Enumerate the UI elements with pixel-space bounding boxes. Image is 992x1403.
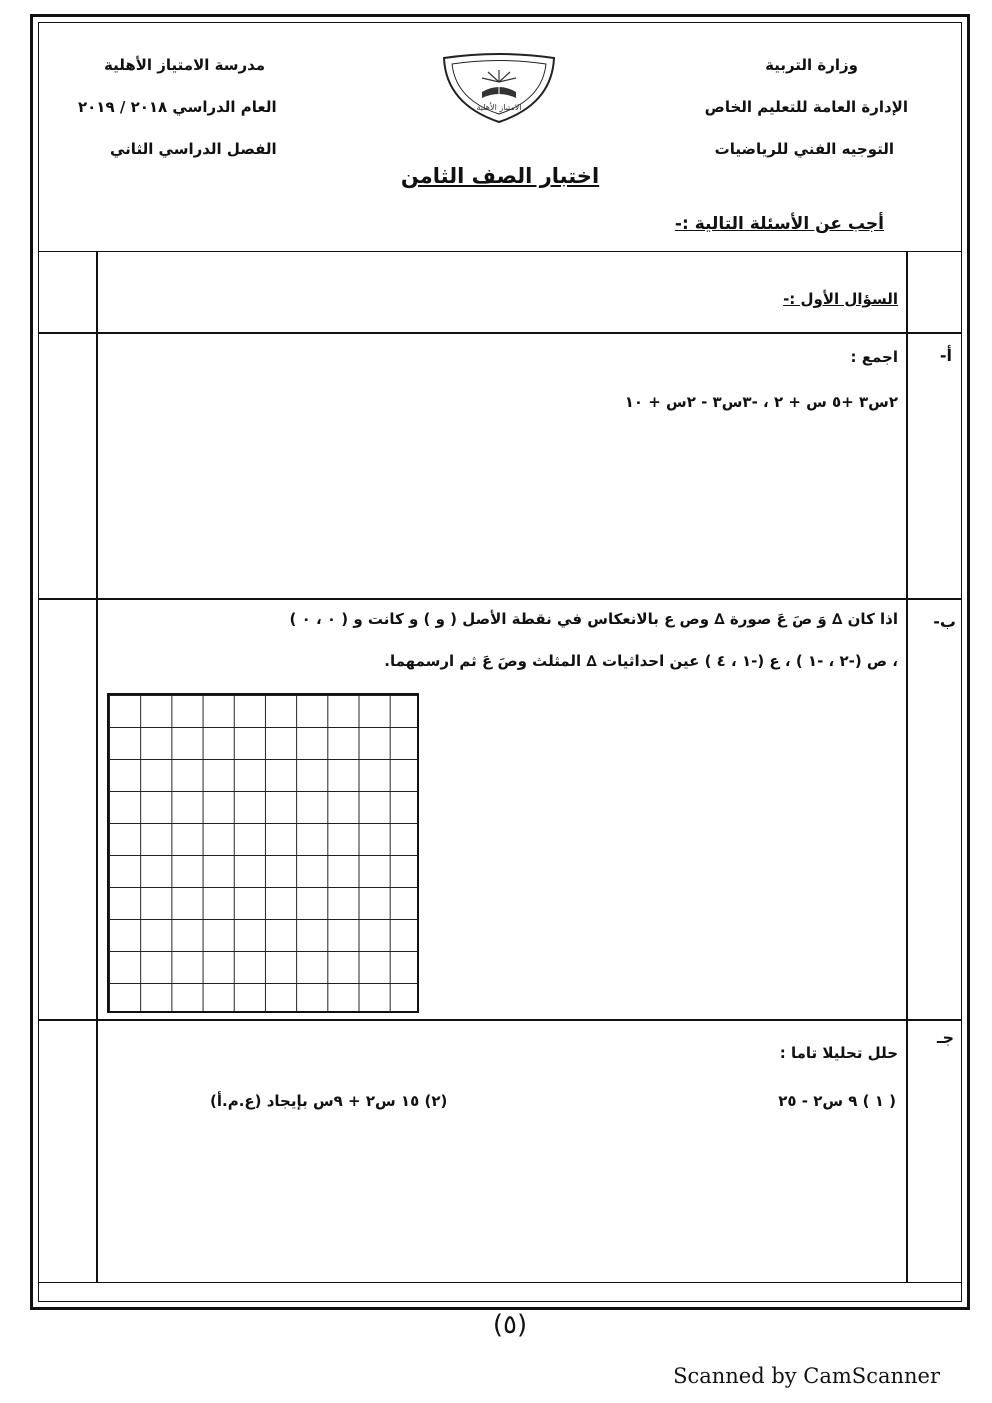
department-name: الإدارة العامة للتعليم الخاص xyxy=(704,98,908,116)
page-number: (٥) xyxy=(492,1310,528,1340)
part-a-label: أ- xyxy=(939,346,952,365)
table-left-divider xyxy=(96,251,98,1283)
part-c-label: جـ xyxy=(937,1028,954,1047)
part-a-instruction: اجمع : xyxy=(850,348,898,366)
semester: الفصل الدراسي الثاني xyxy=(110,140,277,158)
part-c-item1: ( ١ ) ٩ س٢ - ٢٥ xyxy=(778,1092,896,1110)
part-b-line2: ، ص (-٢ ، -١ ) ، ع (-١ ، ٤ ) عين احداثيات ∆ المثلث وصَ عَ ثم ارسمهما. xyxy=(384,652,898,670)
part-a-expression: ٢س٣ +٥ س + ٢ ، -٣س٣ - ٢س + ١٠ xyxy=(624,393,898,411)
academic-year: العام الدراسي ٢٠١٨ / ٢٠١٩ xyxy=(78,98,277,116)
row-divider-3 xyxy=(38,1019,962,1021)
coordinate-grid[interactable] xyxy=(107,693,419,1013)
supervision-name: التوجيه الفني للرياضيات xyxy=(714,140,894,158)
school-name: مدرسة الامتياز الأهلية xyxy=(104,56,266,74)
question1-heading: السؤال الأول :- xyxy=(783,290,898,308)
table-right-divider xyxy=(906,251,908,1283)
exam-title: اختبار الصف الثامن xyxy=(400,164,600,188)
emblem-text: الامتياز الأهلية xyxy=(476,103,522,112)
row-divider-2 xyxy=(38,598,962,600)
part-c-instruction: حلل تحليلا تاما : xyxy=(779,1044,898,1062)
instructions: أجب عن الأسئلة التالية :- xyxy=(674,214,884,234)
scanner-watermark: Scanned by CamScanner xyxy=(673,1364,940,1388)
row-divider-1 xyxy=(38,332,962,334)
part-b-line1: اذا كان ∆ وَ صَ عَ صورة ∆ وص ع بالانعكاس في نقطة الأصل ( و ) و كانت و ( ٠ ، ٠ ) xyxy=(289,610,898,628)
school-emblem-icon xyxy=(436,52,562,124)
part-b-label: ب- xyxy=(933,612,956,631)
part-c-item2: (٢) ١٥ س٢ + ٩س بإيجاد (ع.م.أ) xyxy=(210,1092,448,1110)
ministry-name: وزارة التربية xyxy=(765,56,858,74)
